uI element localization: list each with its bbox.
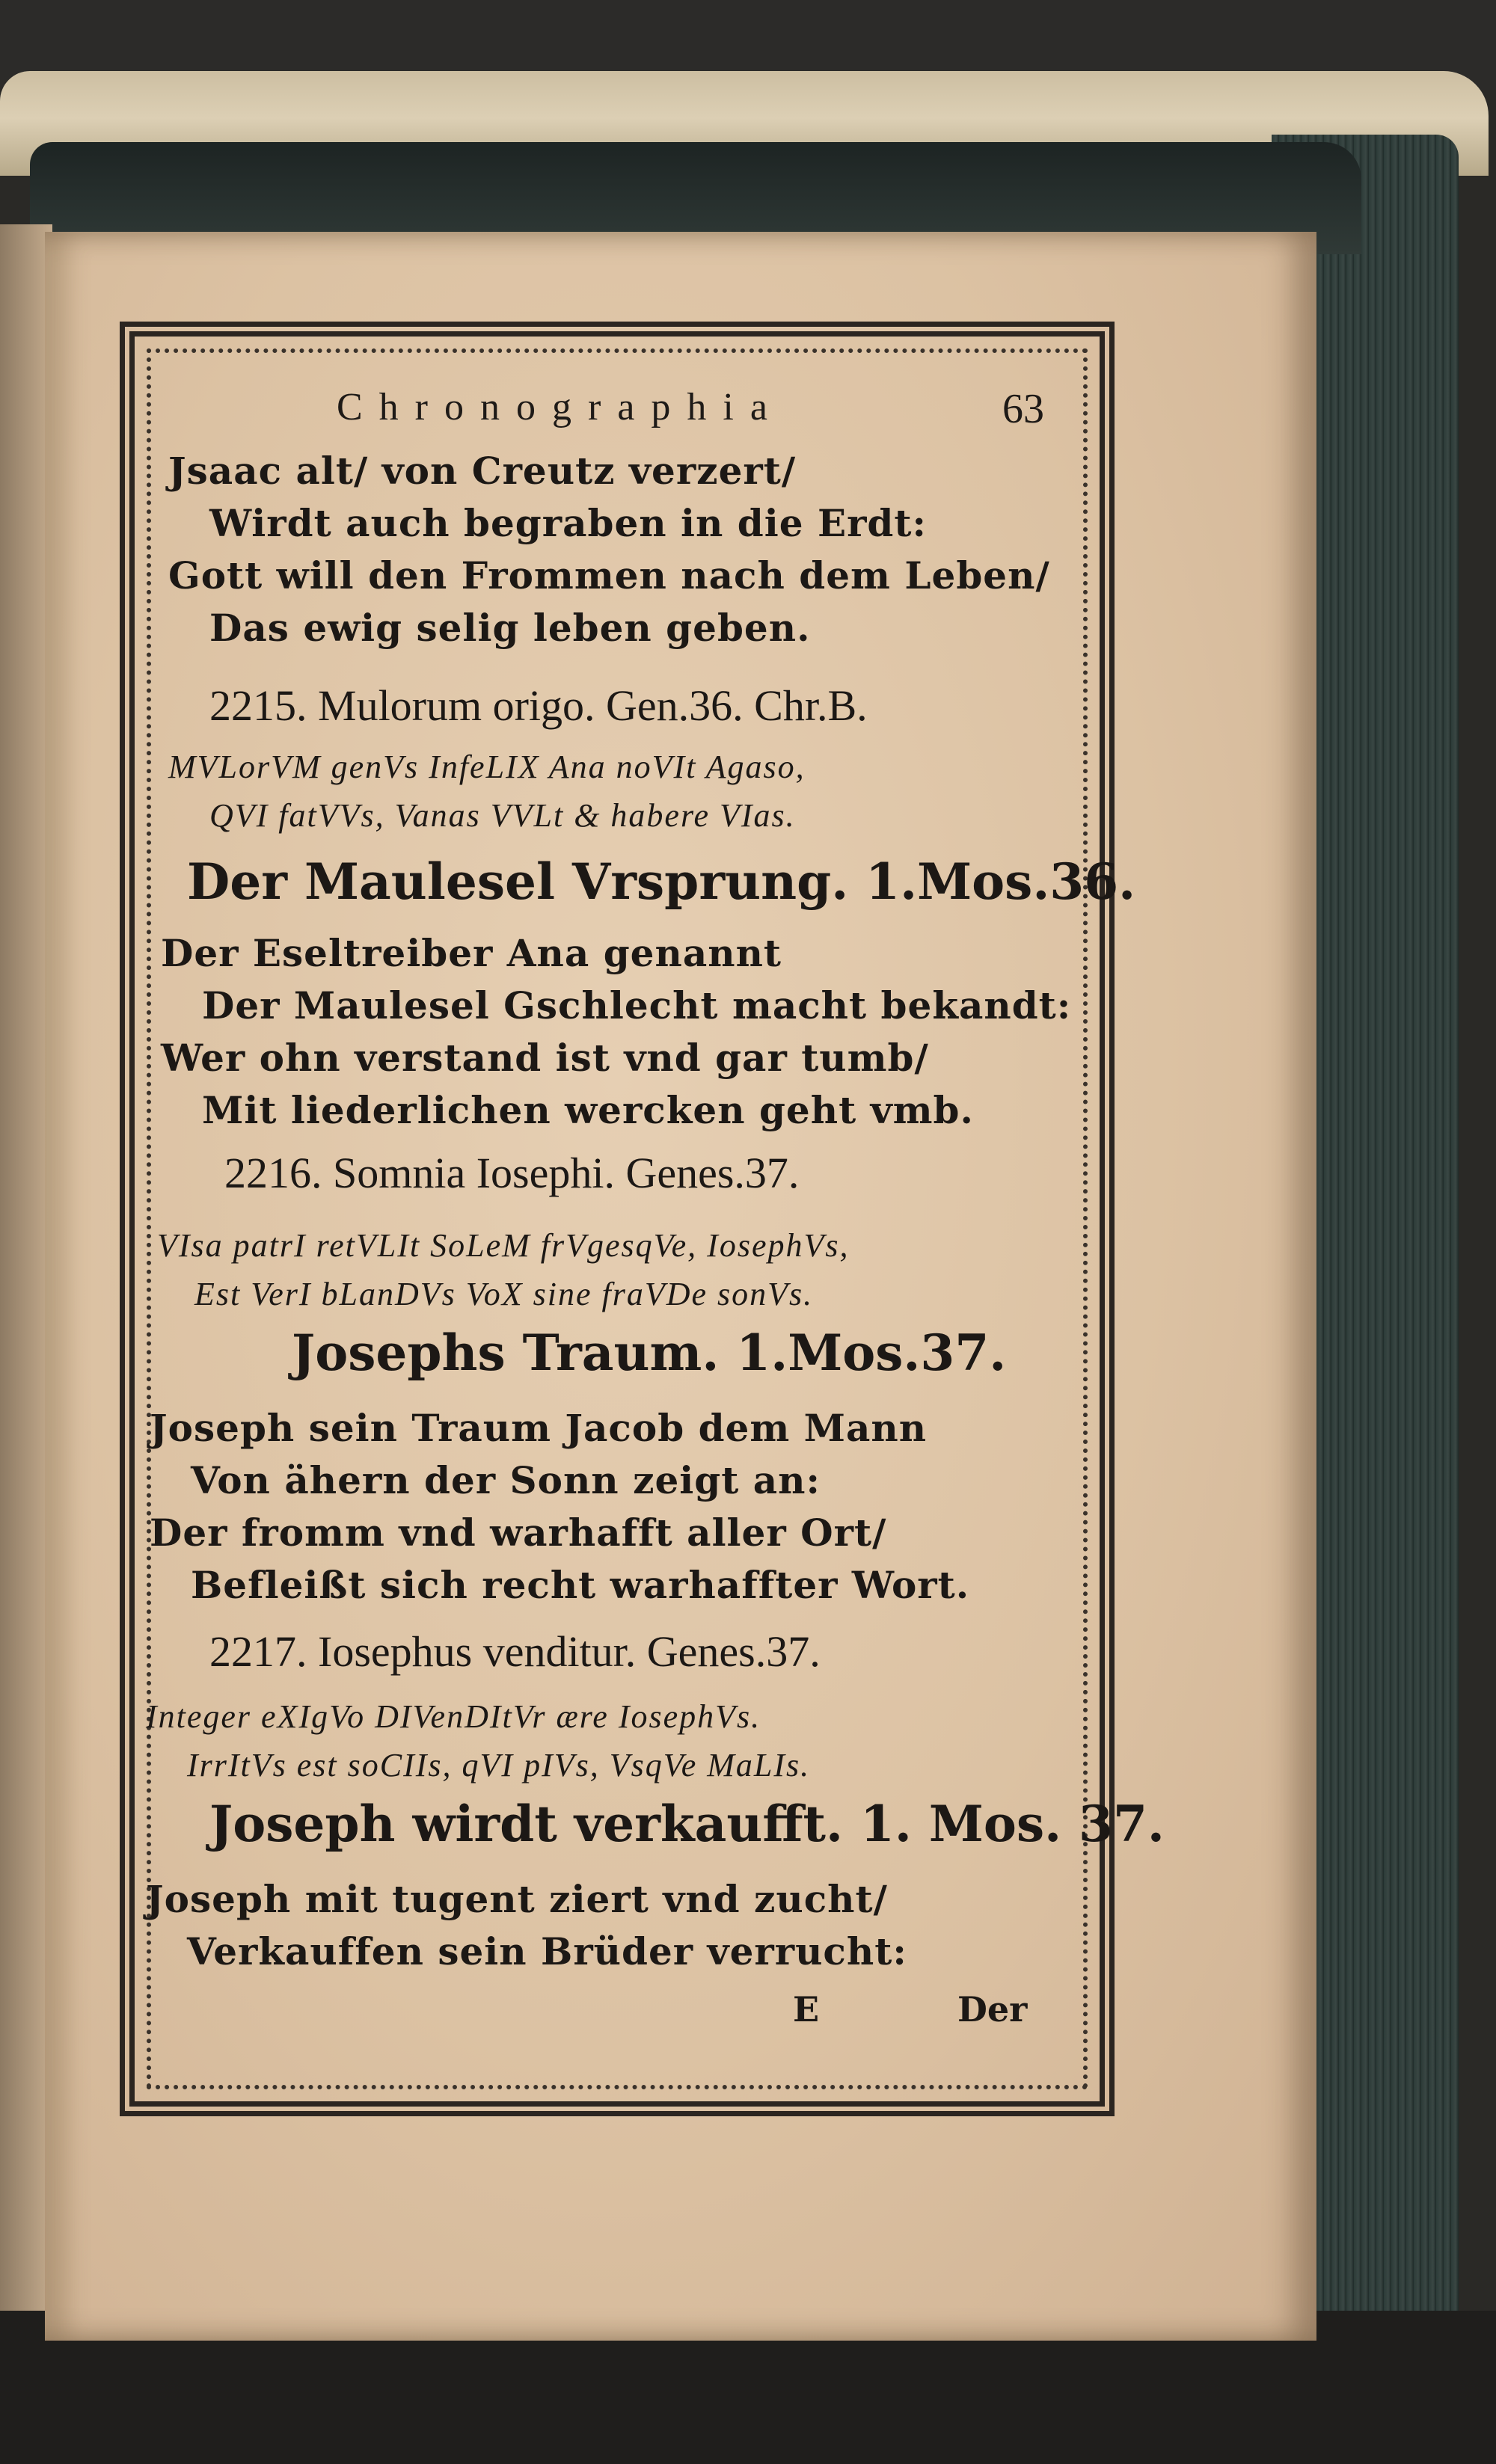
verse-line: Verkauffen sein Brüder verrucht: — [187, 1929, 907, 1973]
verse-line: Wirdt auch begraben in die Erdt: — [209, 501, 927, 545]
verse-line: Der fromm vnd warhafft aller Ort/ — [150, 1511, 887, 1555]
verse-line: Von ähern der Sonn zeigt an: — [191, 1458, 821, 1502]
verse-line: Jsaac alt/ von Creutz verzert/ — [168, 449, 797, 493]
latin-line: Est VerI bLanDVs VoX sine fraVDe sonVs. — [194, 1276, 814, 1312]
latin-line: MVLorVM genVs InfeLIX Ana noVIt Agaso, — [168, 749, 806, 785]
signature-mark: E — [793, 1989, 820, 2030]
verse-line: Der Eseltreiber Ana genannt — [161, 931, 782, 975]
latin-line: QVI fatVVs, Vanas VVLt & habere VIas. — [209, 797, 796, 834]
verse-line: Der Maulesel Gschlecht macht bekandt: — [202, 983, 1072, 1027]
entry-heading: 2217. Iosephus venditur. Genes.37. — [209, 1627, 821, 1676]
running-head: Chronographia — [337, 386, 784, 428]
catchword: Der — [957, 1989, 1028, 2030]
entry-heading: 2216. Somnia Iosephi. Genes.37. — [224, 1149, 800, 1197]
verse-line: Joseph sein Traum Jacob dem Mann — [150, 1406, 928, 1450]
latin-line: Integer eXIgVo DIVenDItVr ære IosephVs. — [146, 1698, 761, 1735]
entry-heading: 2215. Mulorum origo. Gen.36. Chr.B. — [209, 681, 868, 730]
verse-line: Befleißt sich recht warhaffter Wort. — [191, 1563, 970, 1607]
german-title: Der Maulesel Vrsprung. 1.Mos.36. — [187, 852, 1136, 911]
german-title: Joseph wirdt verkaufft. 1. Mos. 37. — [209, 1795, 1165, 1853]
german-title: Josephs Traum. 1.Mos.37. — [292, 1324, 1007, 1382]
verse-line: Das ewig selig leben geben. — [209, 606, 811, 650]
verse-line: Joseph mit tugent ziert vnd zucht/ — [146, 1877, 888, 1921]
latin-line: IrrItVs est soCIIs, qVI pIVs, VsqVe MaLIs. — [187, 1747, 811, 1784]
verse-line: Mit liederlichen wercken geht vmb. — [202, 1088, 974, 1132]
latin-line: VIsa patrI retVLIt SoLeM frVgesqVe, IosephVs, — [157, 1227, 850, 1264]
page-number: 63 — [1002, 386, 1044, 432]
verse-line: Gott will den Frommen nach dem Leben/ — [168, 553, 1050, 597]
verse-line: Wer ohn verstand ist vnd gar tumb/ — [161, 1036, 929, 1080]
